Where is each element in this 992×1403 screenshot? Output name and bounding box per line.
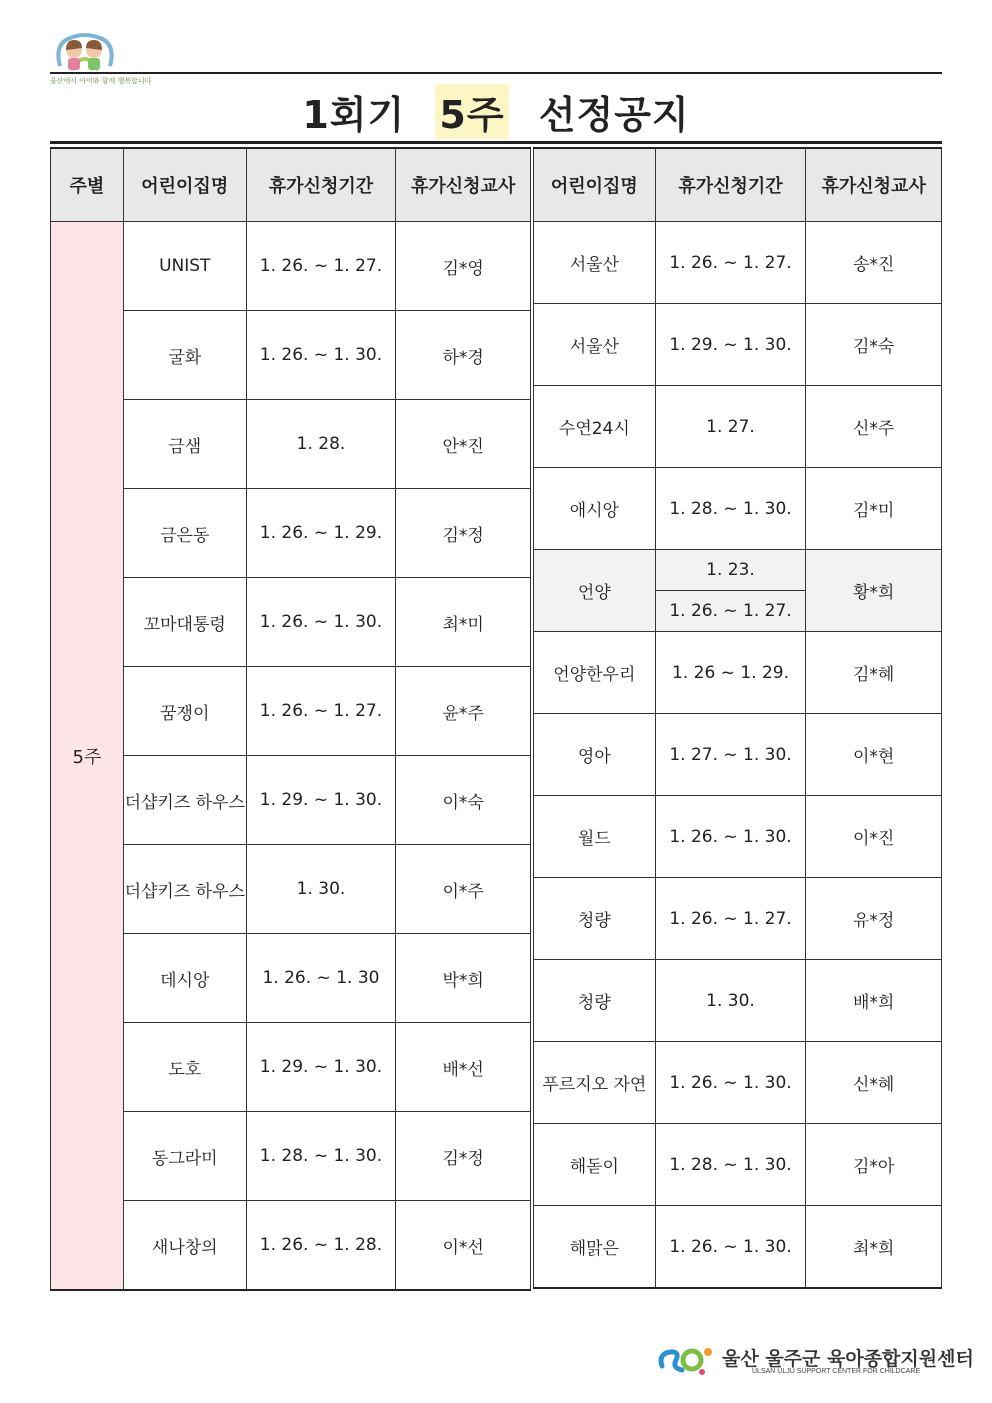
teacher-name: 김*영 — [396, 222, 531, 311]
title-week: 5주 — [435, 84, 508, 139]
leave-period: 1. 28. ~ 1. 30. — [655, 1124, 806, 1206]
col-teacher: 휴가신청교사 — [806, 148, 942, 222]
table-row — [534, 714, 942, 796]
center-name: 데시앙 — [123, 934, 246, 1023]
center-name: 애시앙 — [534, 468, 656, 550]
table-row — [51, 845, 531, 934]
table-row — [51, 667, 531, 756]
title-top-rule — [50, 72, 942, 74]
table-row — [51, 489, 531, 578]
support-center-logo-icon — [656, 1342, 716, 1376]
table-row — [51, 311, 531, 400]
teacher-name: 윤*주 — [396, 667, 531, 756]
center-name: 더샵키즈 하우스 — [123, 756, 246, 845]
table-header-row — [51, 148, 531, 222]
leave-period: 1. 28. ~ 1. 30. — [655, 468, 806, 550]
table-row — [534, 468, 942, 550]
leave-period: 1. 26. ~ 1. 30. — [655, 1042, 806, 1124]
table-row — [534, 1206, 942, 1289]
teacher-name: 김*정 — [396, 1112, 531, 1201]
table-row — [51, 578, 531, 667]
leave-period: 1. 29. ~ 1. 30. — [246, 756, 396, 845]
center-logo — [50, 30, 152, 86]
center-name: 더샵키즈 하우스 — [123, 845, 246, 934]
col-period: 휴가신청기간 — [246, 148, 396, 222]
teacher-name: 이*현 — [806, 714, 942, 796]
table-row — [51, 222, 531, 311]
teacher-name: 김*미 — [806, 468, 942, 550]
col-center: 어린이집명 — [123, 148, 246, 222]
teacher-name: 박*희 — [396, 934, 531, 1023]
table-row — [534, 878, 942, 960]
center-name: 금은동 — [123, 489, 246, 578]
table-row — [534, 632, 942, 714]
center-name: 서울산 — [534, 222, 656, 304]
teacher-name: 이*주 — [396, 845, 531, 934]
table-row — [51, 400, 531, 489]
table-row — [534, 222, 942, 304]
teacher-name: 김*정 — [396, 489, 531, 578]
col-week: 주별 — [51, 148, 124, 222]
center-name: 금샘 — [123, 400, 246, 489]
leave-period: 1. 23. — [655, 550, 806, 591]
center-name: 청량 — [534, 878, 656, 960]
leave-period: 1. 26. ~ 1. 30. — [655, 1206, 806, 1289]
col-center: 어린이집명 — [534, 148, 656, 222]
title-bottom-rule — [50, 141, 942, 144]
col-teacher: 휴가신청교사 — [396, 148, 531, 222]
footer-org-logo — [656, 1342, 974, 1382]
teacher-name: 김*아 — [806, 1124, 942, 1206]
leave-period: 1. 29. ~ 1. 30. — [655, 304, 806, 386]
teacher-name: 배*선 — [396, 1023, 531, 1112]
teacher-name: 배*희 — [806, 960, 942, 1042]
leave-period: 1. 26. ~ 1. 27. — [655, 222, 806, 304]
teacher-name: 이*숙 — [396, 756, 531, 845]
teacher-name: 신*혜 — [806, 1042, 942, 1124]
leave-period: 1. 30. — [246, 845, 396, 934]
org-name-english: ULSAN ULJU SUPPORT CENTER FOR CHILDCARE — [752, 1368, 921, 1375]
table-row — [534, 960, 942, 1042]
table-row — [51, 1023, 531, 1112]
table-row — [51, 934, 531, 1023]
leave-period-second: 1. 26. ~ 1. 27. — [655, 591, 806, 632]
center-name: 도호 — [123, 1023, 246, 1112]
leave-period: 1. 28. ~ 1. 30. — [246, 1112, 396, 1201]
table-row — [51, 1201, 531, 1291]
teacher-name: 송*진 — [806, 222, 942, 304]
selection-table-right — [533, 147, 942, 1289]
center-name: 해돋이 — [534, 1124, 656, 1206]
leave-period: 1. 29. ~ 1. 30. — [246, 1023, 396, 1112]
page-title — [50, 84, 942, 140]
center-name: 해맑은 — [534, 1206, 656, 1289]
leave-period: 1. 26. ~ 1. 27. — [655, 878, 806, 960]
teacher-name: 안*진 — [396, 400, 531, 489]
table-row — [534, 386, 942, 468]
week-cell: 5주 — [51, 222, 124, 1291]
center-name: 언양한우리 — [534, 632, 656, 714]
center-name: 영아 — [534, 714, 656, 796]
teacher-name: 최*미 — [396, 578, 531, 667]
table-row — [51, 1112, 531, 1201]
teacher-name: 신*주 — [806, 386, 942, 468]
table-row — [534, 550, 942, 591]
leave-period: 1. 26 ~ 1. 29. — [655, 632, 806, 714]
center-name: 언양 — [534, 550, 656, 632]
center-name: 청량 — [534, 960, 656, 1042]
leave-period: 1. 27. — [655, 386, 806, 468]
teacher-name: 유*정 — [806, 878, 942, 960]
center-name: 꿈쟁이 — [123, 667, 246, 756]
table-row — [51, 756, 531, 845]
center-name: 굴화 — [123, 311, 246, 400]
leave-period: 1. 26. ~ 1. 28. — [246, 1201, 396, 1291]
teacher-name: 이*진 — [806, 796, 942, 878]
table-row — [534, 1124, 942, 1206]
selection-table-left — [50, 147, 531, 1291]
center-name: 푸르지오 자연 — [534, 1042, 656, 1124]
table-header-row — [534, 148, 942, 222]
teacher-name: 김*숙 — [806, 304, 942, 386]
leave-period: 1. 26. ~ 1. 29. — [246, 489, 396, 578]
table-row — [534, 304, 942, 386]
leave-period: 1. 26. ~ 1. 30 — [246, 934, 396, 1023]
center-name: 새나창의 — [123, 1201, 246, 1291]
mothers-logo-icon — [50, 30, 120, 74]
center-name: 월드 — [534, 796, 656, 878]
leave-period: 1. 28. — [246, 400, 396, 489]
table-row — [534, 796, 942, 878]
center-name: 동그라미 — [123, 1112, 246, 1201]
teacher-name: 최*희 — [806, 1206, 942, 1289]
teacher-name: 하*경 — [396, 311, 531, 400]
logo-tagline: 울산에서 아이와 함께 행복합니다 — [50, 77, 152, 85]
title-session: 1회기 — [302, 93, 406, 137]
leave-period: 1. 27. ~ 1. 30. — [655, 714, 806, 796]
col-period: 휴가신청기간 — [655, 148, 806, 222]
table-row — [534, 1042, 942, 1124]
leave-period: 1. 26. ~ 1. 30. — [655, 796, 806, 878]
center-name: UNIST — [123, 222, 246, 311]
center-name: 꼬마대통령 — [123, 578, 246, 667]
center-name: 서울산 — [534, 304, 656, 386]
title-notice: 선정공지 — [538, 93, 690, 137]
leave-period: 1. 30. — [655, 960, 806, 1042]
leave-period: 1. 26. ~ 1. 27. — [246, 667, 396, 756]
leave-period: 1. 26. ~ 1. 27. — [246, 222, 396, 311]
teacher-name: 이*선 — [396, 1201, 531, 1291]
leave-period: 1. 26. ~ 1. 30. — [246, 311, 396, 400]
teacher-name: 황*희 — [806, 550, 942, 632]
teacher-name: 김*혜 — [806, 632, 942, 714]
leave-period: 1. 26. ~ 1. 30. — [246, 578, 396, 667]
center-name: 수연24시 — [534, 386, 656, 468]
org-name: 울산 울주군 육아종합지원센터 — [722, 1348, 974, 1370]
